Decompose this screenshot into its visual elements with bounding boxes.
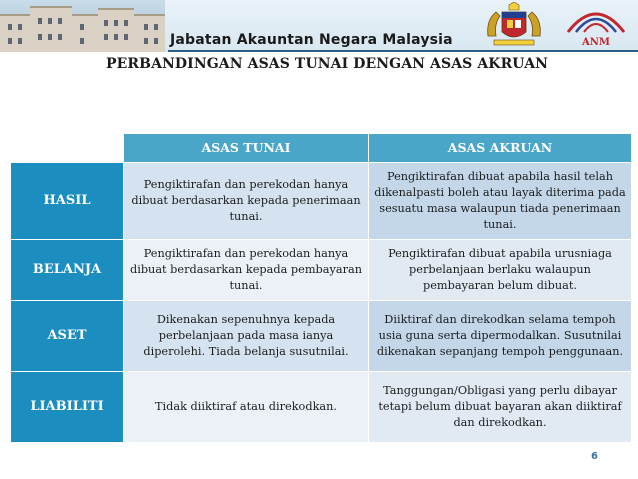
cell-belanja-tunai: Pengiktirafan dan perekodan hanya dibuat berdasarkan kepada pembayaran tunai. (124, 240, 369, 300)
cell-liabiliti-tunai: Tidak diiktiraf atau direkodkan. (124, 372, 369, 442)
agency-name: Jabatan Akauntan Negara Malaysia (170, 32, 453, 48)
header-asas-akruan: ASAS AKRUAN (369, 134, 631, 162)
header-banner (0, 0, 638, 52)
anm-logo-label: ANM (582, 37, 610, 48)
cell-belanja-akruan: Pengiktirafan dibuat apabila urusniaga perbelanjaan berlaku walaupun pembayaran belum dibuat. (369, 240, 631, 300)
cell-hasil-tunai: Pengiktirafan dan perekodan hanya dibuat berdasarkan kepada penerimaan tunai. (124, 163, 369, 239)
cell-aset-akruan: Diiktiraf dan direkodkan selama tempoh usia guna serta dipermodalkan. Susutnilai dikenakan sepanjang tempoh penggunaan. (369, 301, 631, 371)
header-empty-cell (11, 134, 124, 162)
comparison-table (11, 134, 631, 443)
table-row-liabiliti (11, 372, 631, 443)
cell-hasil-akruan: Pengiktirafan dibuat apabila hasil telah dikenalpasti boleh atau layak diterima pada sesuatu masa walaupun tiada penerimaan tunai. (369, 163, 631, 239)
row-label-aset: ASET (11, 301, 124, 371)
banner-divider (168, 50, 638, 52)
table-header-row (11, 134, 631, 163)
page-number: 6 (591, 451, 598, 462)
slide-title: PERBANDINGAN ASAS TUNAI DENGAN ASAS AKRUAN (106, 56, 549, 72)
row-label-belanja: BELANJA (11, 240, 124, 300)
coat-of-arms-icon (478, 2, 550, 48)
header-asas-tunai: ASAS TUNAI (124, 134, 369, 162)
row-label-liabiliti: LIABILITI (11, 372, 124, 442)
cell-aset-tunai: Dikenakan sepenuhnya kepada perbelanjaan pada masa ianya diperolehi. Tiada belanja susutnilai. (124, 301, 369, 371)
table-row-hasil (11, 163, 631, 240)
row-label-hasil: HASIL (11, 163, 124, 239)
table-row-belanja (11, 240, 631, 301)
table-row-aset (11, 301, 631, 372)
anm-logo-icon (562, 2, 630, 48)
building-photo (0, 0, 165, 52)
cell-liabiliti-akruan: Tanggungan/Obligasi yang perlu dibayar tetapi belum dibuat bayaran akan diiktiraf dan direkodkan. (369, 372, 631, 442)
